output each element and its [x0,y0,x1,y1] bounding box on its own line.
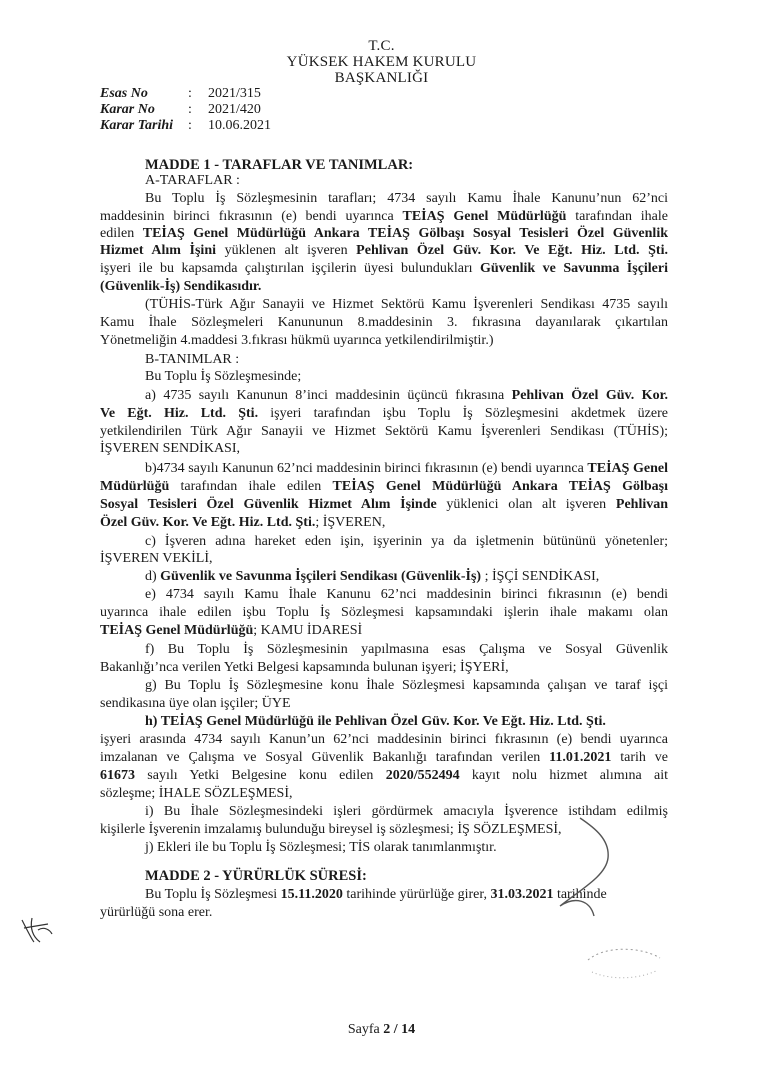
text-line [100,497,668,513]
text: maddesinin birinci fıkrasının (e) bendi uyarınca [100,209,403,224]
text: tarih ve [611,750,668,765]
meta-value: 2021/315 [208,86,261,101]
bold-text: 31.03.2021 [490,887,554,902]
text: e) 4734 sayılı Kamu İhale Kanunu 62’nci maddesinin birinci fıkrasının (e) bendi [145,587,668,602]
bold-text: Pehlivan [615,497,669,512]
text-line [100,696,291,712]
bold-text: Özel Güv. Kor. Ve Eğt. Hiz. Ltd. Şti. [100,515,316,530]
text: ; İŞVEREN, [315,515,386,530]
page-number: 2 / 14 [383,1022,416,1037]
text: ; KAMU İDARESİ [253,623,363,638]
text-line [100,515,385,531]
text: Bu Toplu İş Sözleşmesi [145,887,281,902]
article-1-title: MADDE 1 - TARAFLAR VE TANIMLAR: [145,157,414,173]
text-line [100,822,562,838]
text-line [145,642,668,658]
bold-text: TEİAŞ Genel [587,461,668,476]
meta-key: Esas No [100,86,148,101]
meta-key: Karar Tarihi [100,118,174,133]
text-line [100,479,668,495]
text-line [100,623,362,639]
text: d) [145,569,161,584]
text: Kamu İhale Sözleşmeleri Kanununun 8.maddesinin 3. fıkrasına dayanılarak çıkartılan [100,315,668,330]
text-line [100,261,668,277]
page-footer-prefix: Sayfa [347,1022,384,1037]
meta-value: 10.06.2021 [208,118,271,133]
text: b)4734 sayılı Kanunun 62’nci maddesinin birinci fıkrasının (e) bendi uyarınca [145,461,588,476]
text-line [145,191,668,207]
text-line [145,461,668,477]
bold-text: (Güvenlik-İş) Sendikasıdır. [100,279,262,294]
initials-mark [18,912,58,948]
bold-text: Güvenlik ve Savunma İşçileri [479,261,669,276]
text: c) İşveren adına hareket eden işin, işyerinin ya da işletmenin bütününü yönetenler; [145,534,668,549]
text: imzalanan ve Çalışma ve Sosyal Güvenlik Bakanlığı tarafından verilen [100,750,550,765]
bold-text: Ve Eğt. Hiz. Ltd. Şti. [100,406,259,421]
text-line [145,297,668,313]
text: g) Bu Toplu İş Sözleşmesine konu İhale Sözleşmesi kapsamında çalışan ve taraf işçi [145,678,668,693]
text-line [100,209,668,225]
meta-colon: : [188,102,192,117]
text: tarafından ihale [566,209,668,224]
text: yüklenici olan alt işveren [436,497,616,512]
text-line [145,569,599,585]
text-line [145,388,668,404]
bold-text: 61673 [100,768,135,783]
header-line-presidency: BAŞKANLIĞI [334,70,429,86]
header-line-board: YÜKSEK HAKEM KURULU [286,54,477,70]
text: yetkilendirilen Türk Ağır Sanayii ve Hizmet Sektörü Kamu İşverenleri Sendikası (TÜHİS); [100,424,668,439]
text-line [100,605,668,621]
text-line [100,315,668,331]
page-footer [0,1022,763,1038]
text-line [100,750,668,766]
meta-key: Karar No [100,102,155,117]
bold-text: Hizmet Alım İşini [100,243,216,258]
bold-text: h) TEİAŞ Genel Müdürlüğü ile Pehlivan Özel Güv. Kor. Ve Eğt. Hiz. Ltd. Şti. [145,714,606,729]
bold-text: 11.01.2021 [549,750,612,765]
text: i) Bu İhale Sözleşmesindeki işleri gördürmek amacıyla İşverence istihdam edilmiş [145,804,668,819]
text: edilen [100,226,143,241]
text: uyarınca ihale edilen işbu Toplu İş Sözleşmesi kapsamındaki işlerin ihale makamı olan [100,605,668,620]
text: yürürlüğü sona erer. [100,905,213,920]
bold-text: TEİAŞ Genel Müdürlüğü Ankara TEİAŞ Gölbaşı [332,479,668,494]
bold-text: 2020/552494 [385,768,460,783]
text-line [100,424,668,440]
text-line [100,768,668,784]
text: işyeri tarafından işbu Toplu İş Sözleşmesini akdetmek üzere [258,406,668,421]
text: tarihinde [553,887,607,902]
text: tarafından ihale edilen [169,479,333,494]
text: işyeri arasında 4734 sayılı Kanun’un 62’nci maddesinin birinci fıkrasının (e) bendi uyarınca [100,732,668,747]
text: kayıt nolu hizmet alımına ait [459,768,668,783]
text-line [100,441,240,457]
text: sözleşme; İHALE SÖZLEŞMESİ, [100,786,293,801]
text-line [100,732,668,748]
text-line [100,406,668,422]
stamp-mark [580,940,670,985]
text: Bakanlığı’nca verilen Yetki Belgesi kapsamında bulunan işyeri; İŞYERİ, [100,660,509,675]
text: (TÜHİS-Türk Ağır Sanayii ve Hizmet Sektörü Kamu İşverenleri Sendikası 4735 sayılı [145,297,668,312]
meta-value: 2021/420 [208,102,261,117]
text: sendikasına üye olan işçiler; ÜYE [100,696,291,711]
section-b-heading: B-TANIMLAR : [145,352,240,367]
text: işyeri ile bu kapsamda çalıştırılan işçilerin üyesi bulundukları [100,261,480,276]
text-line [100,279,261,295]
meta-karar-no [100,102,261,118]
signature-mark [520,810,670,925]
text: İŞVEREN VEKİLİ, [100,551,213,566]
bold-text: 15.11.2020 [280,887,343,902]
text-line [100,905,212,921]
bold-text: Müdürlüğü [100,479,170,494]
text-line [100,551,213,567]
text: ; İŞÇİ SENDİKASI, [481,569,600,584]
bold-text: TEİAŞ Genel Müdürlüğü Ankara TEİAŞ Gölbaşı Sosyal Tesisleri Özel Güvenlik [142,226,668,241]
text-line [145,714,606,730]
text-line [100,660,509,676]
text-line [145,534,668,550]
text-line [100,333,493,349]
article-2-title: MADDE 2 - YÜRÜRLÜK SÜRESİ: [145,868,367,884]
bold-text: Sosyal Tesisleri Özel Güvenlik Hizmet Alım İşinde [100,497,437,512]
text-line [145,678,668,694]
text: a) 4735 sayılı Kanunun 8’inci maddesinin üçüncü fıkrasına [145,388,512,403]
text: f) Bu Toplu İş Sözleşmesinin yapılmasına esas Çalışma ve Sosyal Güvenlik [145,642,668,657]
header-line-tc: T.C. [368,38,395,54]
text: Yönetmeliğin 4.maddesi 3.fıkrası hükmü uyarınca yetkilendirilmiştir.) [100,333,494,348]
text: sayılı Yetki Belgesine konu edilen [135,768,386,783]
bold-text: TEİAŞ Genel Müdürlüğü [100,623,254,638]
bold-text: Pehlivan Özel Güv. Kor. Ve Eğt. Hiz. Ltd. Şti. [356,243,668,258]
text: Bu Toplu İş Sözleşmesinin tarafları; 4734 sayılı Kamu İhale Kanunu’nun 62’nci [145,191,668,206]
text-line [100,243,668,259]
text: j) Ekleri ile bu Toplu İş Sözleşmesi; TİS olarak tanımlanmıştır. [145,840,497,855]
meta-karar-tarihi [100,118,271,134]
text: yüklenen alt işveren [216,243,357,258]
text-line [145,840,497,856]
section-a-heading: A-TARAFLAR : [145,173,240,188]
bold-text: TEİAŞ Genel Müdürlüğü [402,209,567,224]
section-b-intro: Bu Toplu İş Sözleşmesinde; [145,369,302,384]
text-line [100,786,292,802]
bold-text: Güvenlik ve Savunma İşçileri Sendikası (Güvenlik-İş) [160,569,482,584]
meta-esas-no [100,86,261,102]
text: İŞVEREN SENDİKASI, [100,441,240,456]
meta-colon: : [188,86,192,101]
text-line [100,226,668,242]
text: tarihinde yürürlüğe girer, [342,887,491,902]
bold-text: Pehlivan Özel Güv. Kor. [511,388,668,403]
meta-colon: : [188,118,192,133]
text: kişilerle İşverenin imzalamış bulunduğu bireysel iş sözleşmesi; İŞ SÖZLEŞMESİ, [100,822,562,837]
text-line [145,587,668,603]
